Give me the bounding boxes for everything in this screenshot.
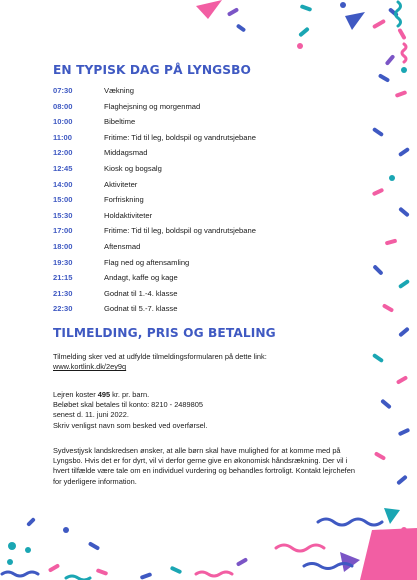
registration-link[interactable]: www.kortlink.dk/2ey9q [53, 362, 127, 372]
schedule-row [53, 301, 353, 317]
confetti-bar [372, 188, 385, 197]
schedule-row [53, 177, 353, 193]
schedule-activity: Holdaktiviteter [104, 210, 153, 220]
schedule-row [53, 114, 353, 130]
schedule-time: 12:00 [53, 148, 73, 158]
confetti-bar [398, 279, 410, 289]
confetti-bar [140, 572, 153, 580]
confetti-bar [372, 264, 383, 275]
schedule-row [53, 161, 353, 177]
schedule-row [53, 255, 353, 271]
schedule-time: 21:30 [53, 288, 73, 298]
schedule-row [53, 99, 353, 115]
confetti-bar [298, 27, 310, 38]
schedule-activity: Middagsmad [104, 148, 148, 158]
confetti-bar [385, 239, 398, 246]
schedule-time: 22:30 [53, 304, 73, 314]
schedule-time: 17:00 [53, 226, 73, 236]
support-paragraph: Sydvestjysk landskredsen ønsker, at alle børn skal have mulighed for at komme med på Lyngsbo. Hvis det er for dyrt, vil vi derfor gerne give en økonomisk håndsrækning. Der vil i hvert tilfælde være tale om en individuel vurdering og behandles fortroligt. Kontakt lejrchefen for yderligere information. [53, 446, 355, 486]
schedule-activity: Aftensmad [104, 241, 141, 251]
schedule-activity: Fritime: Tid til leg, boldspil og vandrutsjebane [104, 132, 256, 142]
confetti-bar [380, 399, 392, 410]
confetti-squiggle [2, 572, 38, 576]
confetti-dot [7, 559, 13, 565]
confetti-squiggle [66, 576, 90, 580]
confetti-bar [236, 557, 248, 566]
schedule-activity: Godnat til 5.-7. klasse [104, 304, 178, 314]
schedule-row [53, 130, 353, 146]
confetti-dot [297, 43, 303, 49]
schedule-list [53, 83, 353, 317]
schedule-time: 15:00 [53, 195, 73, 205]
confetti-dot [25, 547, 31, 553]
schedule-activity: Godnat til 1.-4. klasse [104, 288, 178, 298]
confetti-bar [374, 451, 386, 460]
confetti-bar [398, 207, 410, 218]
schedule-time: 18:00 [53, 241, 73, 251]
schedule-time: 10:00 [53, 117, 73, 127]
confetti-bar [372, 353, 384, 363]
schedule-time: 14:00 [53, 179, 73, 189]
confetti-squiggle [402, 44, 406, 62]
payment-note: Skriv venligst navn som besked ved overførsel. [53, 420, 208, 430]
schedule-time: 21:15 [53, 273, 73, 283]
payment-account: Beløbet skal betales til konto: 8210 - 2489805 [53, 400, 203, 410]
confetti-dot [401, 67, 407, 73]
registration-paragraph [53, 352, 361, 372]
schedule-time: 07:30 [53, 86, 73, 95]
schedule-time: 12:45 [53, 163, 73, 173]
confetti-bar [88, 541, 100, 550]
schedule-row [53, 286, 353, 302]
confetti-bar [48, 563, 60, 572]
confetti-bar [398, 428, 411, 437]
schedule-activity: Andagt, kaffe og kage [104, 273, 178, 283]
schedule-time: 15:30 [53, 210, 73, 220]
schedule-heading: EN TYPISK DAG PÅ LYNGSBO [53, 63, 251, 77]
registration-text: Tilmelding sker ved at udfylde tilmeldingsformularen på dette link: [53, 352, 267, 361]
schedule-time: 19:30 [53, 257, 73, 267]
schedule-row [53, 192, 353, 208]
confetti-bar [398, 147, 410, 157]
confetti-triangle [196, 0, 222, 19]
price-amount: 495 [97, 390, 111, 399]
confetti-bar [372, 19, 386, 29]
confetti-triangle [340, 552, 360, 572]
schedule-time: 08:00 [53, 101, 73, 111]
confetti-bar [300, 4, 313, 12]
confetti-squiggle [196, 572, 232, 576]
schedule-row [53, 83, 353, 99]
schedule-time: 11:00 [53, 132, 73, 142]
confetti-bar [385, 54, 396, 66]
price-paragraph [53, 390, 361, 431]
confetti-bar [398, 327, 410, 338]
schedule-activity: Flag ned og aftensamling [104, 257, 190, 267]
schedule-activity: Vækning [104, 86, 134, 95]
confetti-bar [227, 7, 239, 16]
payment-deadline: senest d. 11. juni 2022. [53, 410, 129, 420]
schedule-row [53, 223, 353, 239]
schedule-activity: Kiosk og bogsalg [104, 163, 162, 173]
confetti-triangle [384, 508, 400, 524]
confetti-bar [395, 90, 408, 98]
price-prefix: Lejren koster [53, 390, 98, 399]
confetti-bar [397, 28, 406, 40]
price-suffix: kr. pr. barn. [110, 390, 150, 399]
confetti-dot [8, 542, 16, 550]
confetti-triangle [345, 12, 365, 30]
confetti-squiggle [276, 545, 324, 551]
schedule-activity: Bibeltime [104, 117, 136, 127]
schedule-activity: Forfriskning [104, 195, 144, 205]
schedule-activity: Flaghejsning og morgenmad [104, 101, 201, 111]
schedule-activity: Aktiviteter [104, 179, 138, 189]
schedule-row [53, 270, 353, 286]
confetti-dot [340, 2, 346, 8]
confetti-bar [236, 23, 246, 32]
confetti-bar [96, 568, 109, 576]
schedule-row [53, 239, 353, 255]
schedule-row [53, 208, 353, 224]
schedule-activity: Fritime: Tid til leg, boldspil og vandrutsjebane [104, 226, 256, 236]
confetti-dot [389, 175, 395, 181]
confetti-bar [396, 375, 408, 384]
confetti-bar [382, 303, 394, 312]
registration-heading: TILMELDING, PRIS OG BETALING [53, 326, 276, 340]
confetti-bar [396, 475, 408, 486]
confetti-dot [63, 527, 69, 533]
confetti-bar [170, 566, 183, 575]
confetti-bar [372, 127, 384, 137]
confetti-squiggle [396, 2, 401, 26]
confetti-squiggle [318, 519, 382, 525]
confetti-bar [378, 73, 390, 82]
schedule-row [53, 145, 353, 161]
confetti-bar [26, 517, 36, 527]
confetti-shape [360, 528, 417, 580]
